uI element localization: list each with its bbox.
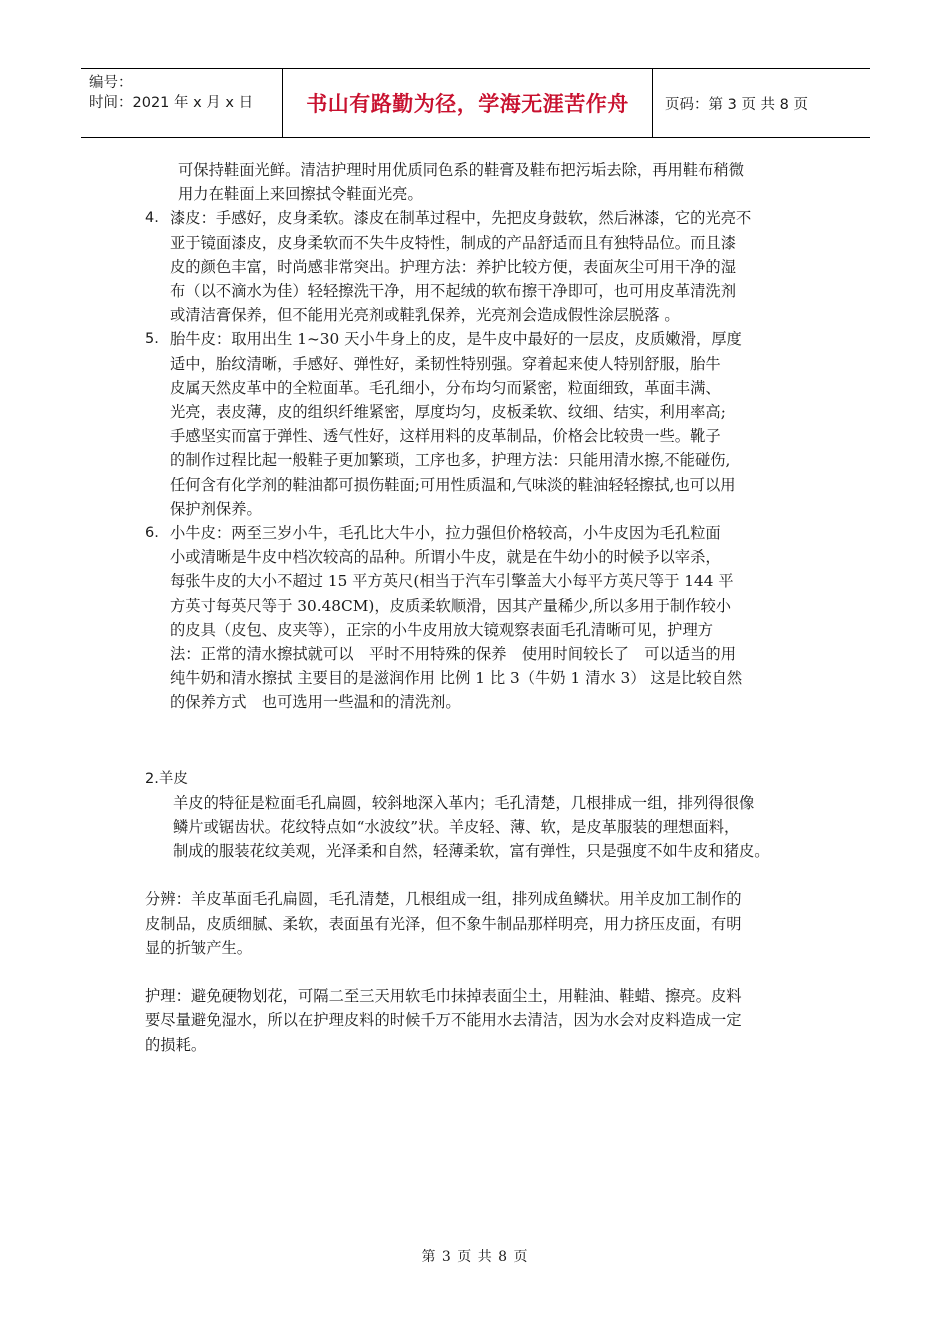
- text-line: 适中，胎纹清晰，手感好、弹性好，柔韧性特别强。穿着起来使人特别舒服，胎牛: [170, 354, 721, 373]
- text-line: 的制作过程比起一般鞋子更加繁琐，工序也多，护理方法：只能用清水擦,不能碰伤,: [170, 451, 731, 470]
- header-page-code: 页码：第 3 页 共 8 页: [665, 96, 808, 113]
- time-label: 时间：2021 年 x 月 x 日: [89, 95, 254, 111]
- number-label: 编号：: [89, 75, 133, 91]
- text-line: 法：正常的清水擦拭就可以 平时不用特殊的保养 使用时间较长了 可以适当的用: [170, 645, 736, 664]
- text-line: 布（以不滴水为佳）轻轻擦洗干净，用不起绒的软布擦干净即可，也可用皮革清洗剂: [170, 282, 736, 301]
- page-footer: 第 3 页 共 8 页: [421, 1249, 529, 1265]
- text-line: 或清洁膏保养，但不能用光亮剂或鞋乳保养，光亮剂会造成假性涂层脱落 。: [170, 306, 680, 325]
- text-line: 护理：避免硬物划花，可隔二至三天用软毛巾抹掉表面尘土，用鞋油、鞋蜡、擦亮。皮料: [145, 987, 742, 1006]
- text-line: 每张牛皮的大小不超过 15 平方英尺(相当于汽车引擎盖大小每平方英尺等于 144 平: [170, 572, 734, 591]
- text-line: 的损耗。: [145, 1035, 207, 1054]
- text-line: 的皮具（皮包、皮夹等），正宗的小牛皮用放大镜观察表面毛孔清晰可见，护理方: [170, 620, 714, 639]
- spacer: [145, 863, 820, 887]
- text-line: 皮制品，皮质细腻、柔软，表面虽有光泽，但不象牛制品那样明亮，用力挤压皮面，有明: [145, 914, 742, 933]
- list-item-fetal-calfskin: [145, 327, 820, 521]
- item-number: 4.: [145, 210, 159, 227]
- text-line: 皮属天然皮革中的全粒面革。毛孔细小，分布均匀而紧密，粒面细致，革面丰满、: [170, 378, 721, 397]
- text-line: 鳞片或锯齿状。花纹特点如“水波纹”状。羊皮轻、薄、软，是皮革服装的理想面料，: [173, 818, 740, 837]
- text-line: 光亮，表皮薄，皮的组织纤维紧密，厚度均匀，皮板柔软、纹细、结实，利用率高;: [170, 403, 726, 422]
- intro-paragraph: [145, 158, 820, 206]
- text-line: 用力在鞋面上来回擦拭令鞋面光亮。: [178, 185, 423, 204]
- list-item-lacquer-leather: [145, 206, 820, 327]
- text-line: 小牛皮：两至三岁小牛，毛孔比大牛小，拉力强但价格较高，小牛皮因为毛孔粒面: [170, 524, 721, 543]
- text-line: 皮的颜色丰富，时尚感非常突出。护理方法：养护比较方便，表面灰尘可用干净的湿: [170, 257, 736, 276]
- text-line: 保护剂保养。: [170, 499, 262, 518]
- text-line: 要尽量避免湿水，所以在护理皮料的时候千万不能用水去清洁，因为水会对皮料造成一定: [145, 1011, 742, 1030]
- text-line: 显的折皱产生。: [145, 938, 253, 957]
- section-title: 2.羊皮: [145, 770, 188, 787]
- header-motto: 书山有路勤为径，学海无涯苦作舟: [283, 69, 653, 137]
- text-line: 任何含有化学剂的鞋油都可损伤鞋面;可用性质温和,气味淡的鞋油轻轻擦拭,也可以用: [170, 475, 736, 494]
- text-line: 小或清晰是牛皮中档次较高的品种。所谓小牛皮，就是在牛幼小的时候予以宰杀，: [170, 548, 721, 567]
- text-line: 亚于镜面漆皮，皮身柔软而不失牛皮特性，制成的产品舒适而且有独特品位。而且漆: [170, 233, 736, 252]
- text-line: 分辨：羊皮革面毛孔扁圆，毛孔清楚，几根组成一组，排列成鱼鳞状。用羊皮加工制作的: [145, 890, 742, 909]
- text-line: 胎牛皮：取用出生 1~30 天小牛身上的皮，是牛皮中最好的一层皮，皮质嫩滑，厚度: [170, 330, 742, 349]
- text-line: 纯牛奶和清水擦拭 主要目的是滋润作用 比例 1 比 3（牛奶 1 清水 3） 这是比较自然: [170, 669, 743, 688]
- text-line: 制成的服装花纹美观，光泽柔和自然，轻薄柔软，富有弹性，只是强度不如牛皮和猪皮。: [173, 842, 770, 861]
- item-number: 5.: [145, 331, 159, 348]
- item-text: [170, 206, 820, 327]
- item-text: [170, 521, 820, 715]
- header-meta: [81, 69, 283, 137]
- item-number: 6.: [145, 525, 159, 542]
- section-description: [145, 791, 820, 864]
- text-line: 可保持鞋面光鲜。清洁护理时用优质同色系的鞋膏及鞋布把污垢去除，再用鞋布稍微: [178, 161, 744, 179]
- list-item-calfskin: [145, 521, 820, 715]
- text-line: 漆皮：手感好，皮身柔软。漆皮在制革过程中，先把皮身鼓软，然后淋漆，它的光亮不: [170, 209, 752, 228]
- identify-paragraph: [145, 887, 820, 960]
- text-line: 手感坚实而富于弹性、透气性好，这样用料的皮革制品，价格会比较贵一些。靴子: [170, 427, 721, 446]
- text-line: 的保养方式 也可选用一些温和的清洗剂。: [170, 693, 461, 712]
- care-paragraph: [145, 984, 820, 1057]
- page-header: [81, 68, 870, 138]
- spacer: [145, 960, 820, 984]
- item-text: [170, 327, 820, 521]
- text-line: 羊皮的特征是粒面毛孔扁圆，较斜地深入革内；毛孔清楚，几根排成一组，排列得很像: [173, 793, 755, 812]
- text-line: 方英寸每英尺等于 30.48CM)，皮质柔软顺滑，因其产量稀少,所以多用于制作较小: [170, 596, 732, 615]
- document-body: [145, 158, 820, 1057]
